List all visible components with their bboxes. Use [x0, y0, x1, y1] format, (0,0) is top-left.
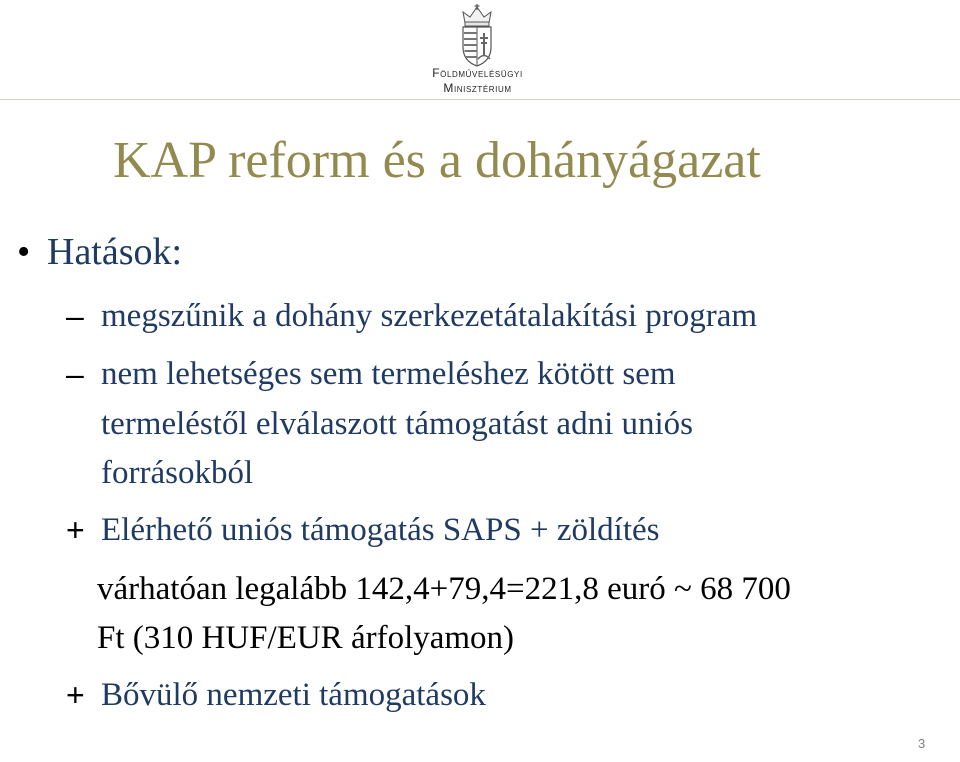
bullet-marker: • [17, 231, 31, 273]
list-item-line: forrásokból [101, 455, 254, 491]
slide-title: KAP reform és a dohányágazat [113, 132, 761, 189]
ministry-logo [0, 0, 960, 100]
hungarian-coat-of-arms-icon [455, 3, 499, 67]
page-number: 3 [918, 736, 926, 751]
plus-marker: + [66, 512, 85, 548]
header-divider [0, 99, 960, 100]
list-item-line: megszűnik a dohány szerkezetátalakítási program [101, 298, 758, 334]
dash-marker: – [66, 298, 84, 334]
ministry-name-line1: Földművelésügyi [432, 66, 523, 80]
plus-marker: + [66, 677, 85, 713]
list-item-line: Elérhető uniós támogatás SAPS + zöldítés [101, 512, 660, 548]
ministry-name-line2: Minisztérium [443, 81, 512, 95]
list-item-line: Bővülő nemzeti támogatások [101, 677, 486, 713]
dash-marker: – [66, 356, 84, 392]
list-item-line: nem lehetséges sem termeléshez kötött sem [101, 356, 676, 392]
list-item-line: várhatóan legalább 142,4+79,4=221,8 euró ~ 68 700 [97, 571, 791, 607]
list-item-line: termeléstől elválaszott támogatást adni uniós [101, 406, 694, 442]
bullet-heading [17, 230, 182, 274]
list-item-line: Ft (310 HUF/EUR árfolyamon) [97, 620, 515, 656]
bullet-heading-text: Hatások: [47, 231, 183, 273]
